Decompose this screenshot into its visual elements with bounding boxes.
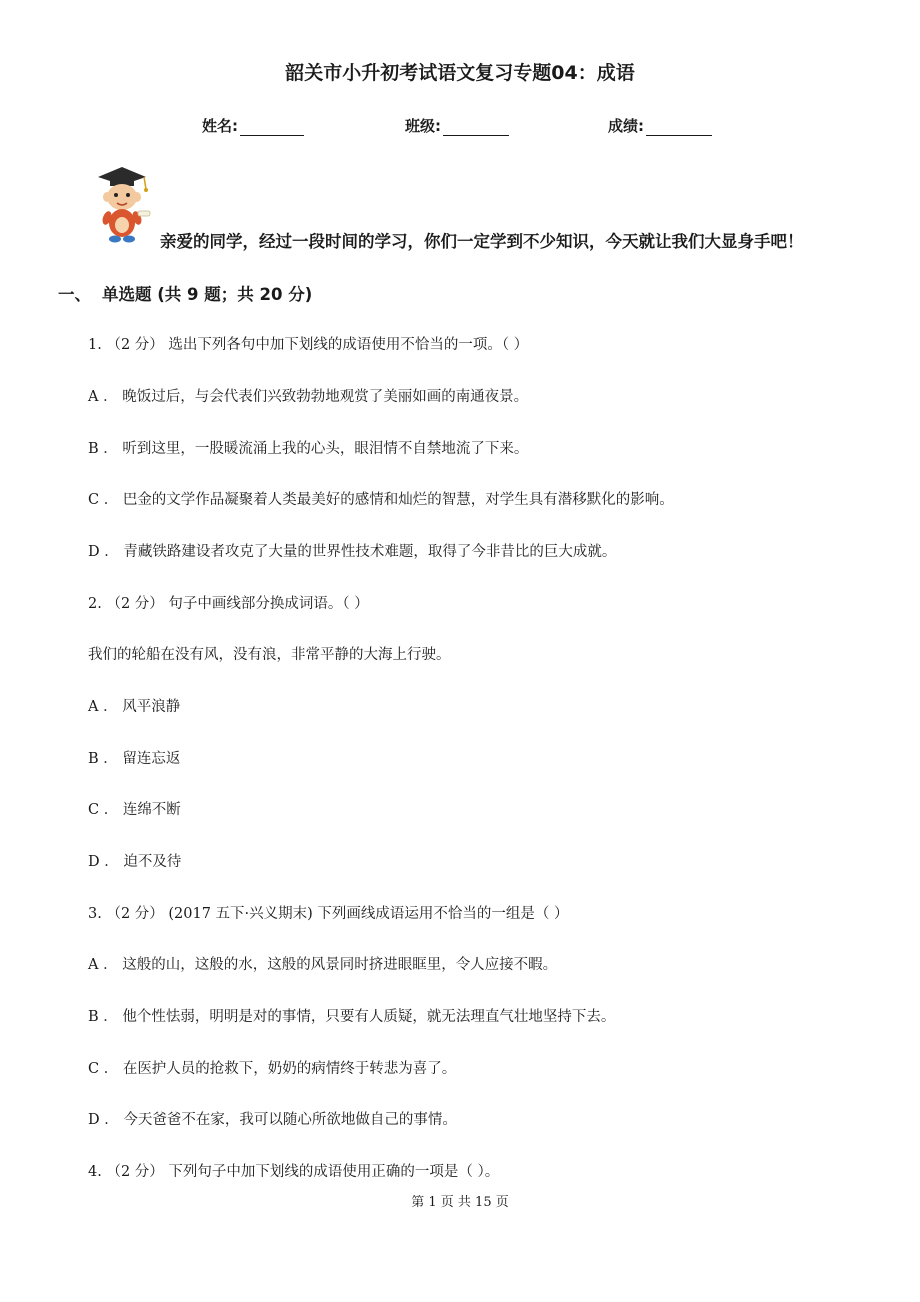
question-1-option-c[interactable]: C ． 巴金的文学作品凝聚着人类最美好的感情和灿烂的智慧，对学生具有潜移默化的影响。 [88,492,674,508]
question-2-stem: 2. （2 分） 句子中画线部分换成词语。（ ） [88,596,369,612]
question-3-option-b[interactable]: B ． 他个性怯弱，明明是对的事情，只要有人质疑，就无法理直气壮地坚持下去。 [88,1009,616,1025]
name-blank[interactable] [240,121,304,136]
section-title: 单选题 (共 9 题；共 20 分) [102,285,313,304]
question-3-stem: 3. （2 分） (2017 五下·兴义期末) 下列画线成语运用不恰当的一组是（ ） [88,906,569,922]
question-1-option-d[interactable]: D ． 青藏铁路建设者攻克了大量的世界性技术难题，取得了今非昔比的巨大成就。 [88,544,617,560]
question-3-option-c[interactable]: C ． 在医护人员的抢救下，奶奶的病情终于转悲为喜了。 [88,1061,457,1077]
section-heading [58,281,312,305]
score-label: 成绩: [608,117,644,135]
question-4-stem: 4. （2 分） 下列句子中加下划线的成语使用正确的一项是（ ）。 [88,1164,500,1180]
name-field[interactable] [202,115,304,136]
question-2-option-c[interactable]: C ． 连绵不断 [88,802,181,818]
score-field[interactable] [608,115,712,136]
question-1-option-a[interactable]: A ． 晚饭过后，与会代表们兴致勃勃地观赏了美丽如画的南通夜景。 [88,389,529,405]
question-2-option-b[interactable]: B ． 留连忘返 [88,751,181,767]
question-2-option-d[interactable]: D ． 迫不及待 [88,854,182,870]
question-3-option-d[interactable]: D ． 今天爸爸不在家，我可以随心所欲地做自己的事情。 [88,1112,457,1128]
question-1-option-b[interactable]: B ． 听到这里，一股暖流涌上我的心头，眼泪情不自禁地流了下来。 [88,441,529,457]
section-number: 一、 [58,285,91,304]
greeting-text: 亲爱的同学，经过一段时间的学习，你们一定学到不少知识，今天就让我们大显身手吧！ [160,232,804,251]
score-blank[interactable] [646,121,712,136]
question-1-stem: 1. （2 分） 选出下列各句中加下划线的成语使用不恰当的一项。（ ） [88,337,529,353]
question-3-option-a[interactable]: A ． 这般的山，这般的水，这般的风景同时挤进眼眶里，令人应接不暇。 [88,957,558,973]
class-label: 班级: [405,117,441,135]
name-label: 姓名: [202,117,238,135]
page-footer: 第 1 页 共 15 页 [411,1195,509,1210]
question-2-sentence: 我们的轮船在没有风，没有浪，非常平静的大海上行驶。 [88,647,451,663]
question-2-option-a[interactable]: A ． 风平浪静 [88,699,181,715]
page-title: 韶关市小升初考试语文复习专题04：成语 [285,62,635,84]
class-blank[interactable] [443,121,509,136]
class-field[interactable] [405,115,509,136]
student-mascot-icon [86,163,154,245]
